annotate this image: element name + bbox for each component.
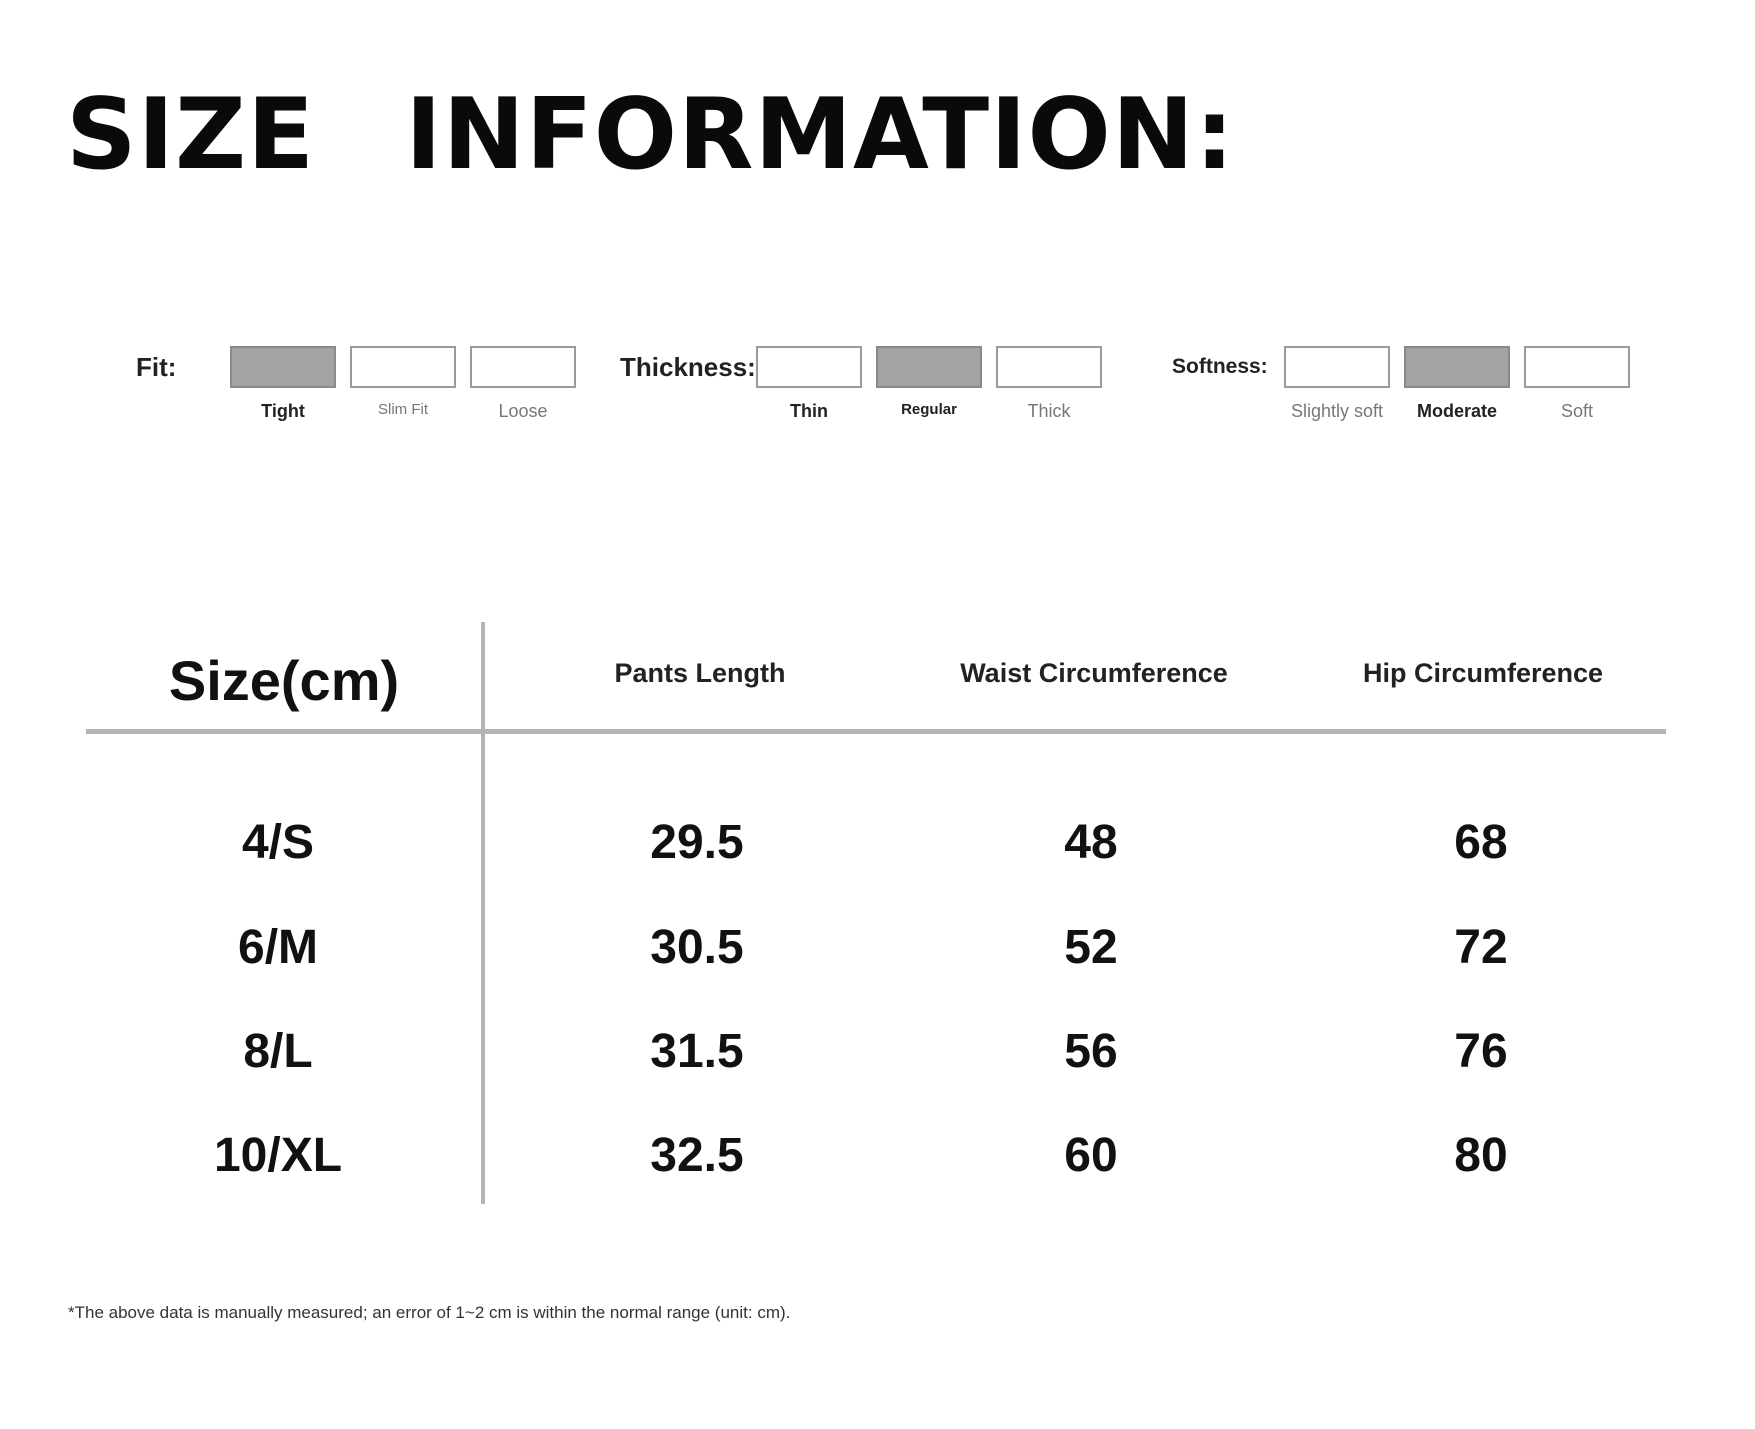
- table-cell-size: 8/L: [243, 1025, 313, 1078]
- table-cell-waist: 48: [1064, 816, 1118, 869]
- softness-slightly-soft-label: Slightly soft: [1290, 401, 1384, 421]
- fit-rating: [136, 346, 586, 436]
- thickness-option-thin: [756, 346, 862, 421]
- fit-loose-box: [470, 346, 576, 388]
- header-pants-length: Pants Length: [614, 658, 786, 688]
- fit-slim-fit-label: Slim Fit: [378, 401, 428, 418]
- table-cell-pants-length: 30.5: [650, 921, 744, 974]
- table-cell-size: 4/S: [241, 816, 315, 869]
- fit-option-tight: [230, 346, 336, 421]
- measurement-note: *The above data is manually measured; an error of 1~2 cm is within the normal range (unit: cm).: [68, 1303, 791, 1322]
- softness-slightly-soft-box: [1284, 346, 1390, 388]
- table-cell-waist: 52: [1064, 921, 1118, 974]
- header-size: Size(cm): [168, 649, 400, 712]
- fit-loose-label: Loose: [498, 401, 548, 421]
- thickness-thick-box: [996, 346, 1102, 388]
- table-cell-hip: 68: [1454, 816, 1508, 869]
- thickness-thick-label: Thick: [1027, 401, 1071, 421]
- table-cell-hip: 72: [1454, 921, 1508, 974]
- softness-option-slightly-soft: [1284, 346, 1390, 421]
- softness-rating: [1172, 346, 1638, 436]
- header-waist-circumference: Waist Circumference: [960, 658, 1228, 688]
- softness-option-soft: [1524, 346, 1630, 421]
- thickness-thin-box: [756, 346, 862, 388]
- table-cell-hip: 80: [1454, 1129, 1508, 1182]
- table-cell-pants-length: 31.5: [650, 1025, 744, 1078]
- thickness-option-thick: [996, 346, 1102, 421]
- fit-label: Fit:: [136, 352, 177, 382]
- table-cell-pants-length: 32.5: [650, 1129, 744, 1182]
- fit-tight-label: Tight: [261, 401, 305, 421]
- softness-option-moderate: [1404, 346, 1510, 421]
- fit-option-slim-fit: [350, 346, 456, 418]
- table-divider-horizontal: [86, 729, 1666, 734]
- thickness-label: Thickness:: [620, 352, 756, 382]
- softness-soft-label: Soft: [1560, 401, 1594, 421]
- thickness-rating: [620, 346, 1110, 436]
- table-cell-pants-length: 29.5: [650, 816, 744, 869]
- table-cell-waist: 60: [1064, 1129, 1118, 1182]
- table-cell-size: 10/XL: [213, 1129, 343, 1182]
- softness-moderate-label: Moderate: [1416, 401, 1497, 421]
- table-cell-size: 6/M: [237, 921, 319, 974]
- thickness-thin-label: Thin: [790, 401, 828, 421]
- thickness-regular-box: [876, 346, 982, 388]
- softness-moderate-box: [1404, 346, 1510, 388]
- thickness-option-regular: [876, 346, 982, 418]
- table-divider-vertical: [481, 622, 485, 1204]
- fit-slim-fit-box: [350, 346, 456, 388]
- header-hip-circumference: Hip Circumference: [1362, 658, 1604, 688]
- fit-tight-box: [230, 346, 336, 388]
- thickness-regular-label: Regular: [901, 401, 957, 418]
- softness-label: Softness:: [1172, 355, 1268, 378]
- table-cell-waist: 56: [1064, 1025, 1118, 1078]
- page-title: SIZE INFORMATION:: [66, 78, 1236, 192]
- softness-soft-box: [1524, 346, 1630, 388]
- table-cell-hip: 76: [1454, 1025, 1508, 1078]
- fit-option-loose: [470, 346, 576, 421]
